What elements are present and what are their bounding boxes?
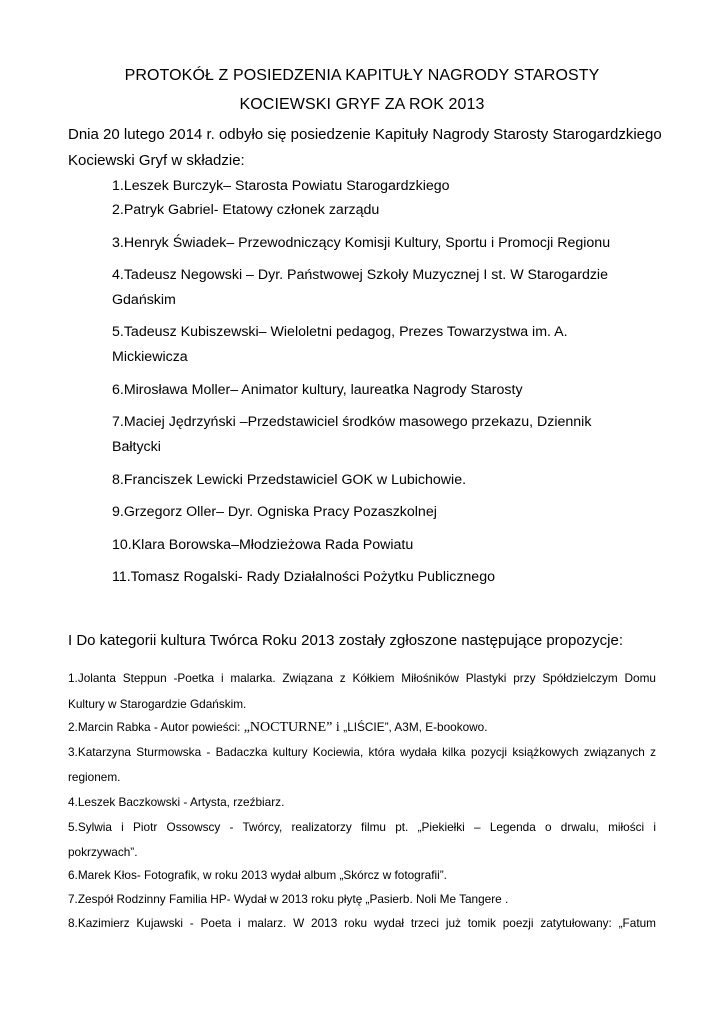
- committee-member-continued: Bałtycki: [112, 439, 161, 455]
- proposal-item: 6.Marek Kłos- Fotografik, w roku 2013 wydał album „Skórcz w fotografii”.: [68, 868, 447, 882]
- committee-member: 3.Henryk Świadek– Przewodniczący Komisji Kultury, Sportu i Promocji Regionu: [112, 235, 611, 251]
- document-title-line-1: PROTOKÓŁ Z POSIEDZENIA KAPITUŁY NAGRODY STAROSTY: [124, 67, 600, 84]
- committee-member: 5.Tadeusz Kubiszewski– Wieloletni pedagog, Prezes Towarzystwa im. A.: [112, 324, 568, 340]
- proposal-item: 7.Zespół Rodzinny Familia HP- Wydał w 2013 roku płytę „Pasierb. Noli Me Tangere .: [68, 892, 509, 906]
- committee-member: 7.Maciej Jędrzyński –Przedstawiciel środków masowego przekazu, Dziennik: [112, 414, 592, 430]
- committee-member: 2.Patryk Gabriel- Etatowy członek zarządu: [112, 202, 380, 218]
- proposal-item-continued: regionem.: [68, 770, 121, 784]
- proposal-item: 1.Jolanta Steppun -Poetka i malarka. Związana z Kółkiem Miłośników Plastyki przy Spółdzielczym Domu: [68, 671, 656, 685]
- committee-member-continued: Gdańskim: [112, 292, 176, 308]
- proposal-item: 3.Katarzyna Sturmowska - Badaczka kultury Kociewia, która wydała kilka pozycji książkowych związanych z: [68, 745, 656, 759]
- document-title-line-2: KOCIEWSKI GRYF ZA ROK 2013: [239, 96, 485, 113]
- proposal-text: 2.Marcin Rabka - Autor powieści:: [68, 720, 244, 734]
- proposal-text: „LIŚCIE”, A3M, E-bookowo.: [343, 720, 488, 734]
- committee-member: 8.Franciszek Lewicki Przedstawiciel GOK w Lubichowie.: [112, 472, 467, 488]
- section-heading: I Do kategorii kultura Twórca Roku 2013 zostały zgłoszone następujące propozycje:: [68, 632, 624, 649]
- intro-line-1: Dnia 20 lutego 2014 r. odbyło się posiedzenie Kapituły Nagrody Starosty Starogardzkiego: [68, 126, 662, 143]
- committee-member: 4.Tadeusz Negowski – Dyr. Państwowej Szkoły Muzycznej I st. W Starogardzie: [112, 267, 608, 283]
- proposal-book-title: „NOCTURNE” i: [243, 720, 344, 735]
- committee-member: 6.Mirosława Moller– Animator kultury, laureatka Nagrody Starosty: [112, 382, 523, 398]
- committee-member: 11.Tomasz Rogalski- Rady Działalności Pożytku Publicznego: [112, 569, 495, 585]
- committee-member: 9.Grzegorz Oller– Dyr. Ogniska Pracy Pozaszkolnej: [112, 504, 437, 520]
- committee-member: 10.Klara Borowska–Młodzieżowa Rada Powiatu: [112, 537, 414, 553]
- proposal-item: 5.Sylwia i Piotr Ossowscy - Twórcy, realizatorzy filmu pt. „Piekiełki – Legenda o drwalu, miłości i: [68, 820, 656, 834]
- proposal-item-continued: pokrzywach”.: [68, 845, 138, 859]
- proposal-item-continued: Kultury w Starogardzie Gdańskim.: [68, 697, 247, 711]
- committee-member-continued: Mickiewicza: [112, 349, 188, 365]
- proposal-item: [68, 714, 656, 741]
- proposal-item: 8.Kazimierz Kujawski - Poeta i malarz. W 2013 roku wydał trzeci już tomik poezji zatytułowany: „Fatum: [68, 916, 656, 930]
- proposal-item: 4.Leszek Baczkowski - Artysta, rzeźbiarz.: [68, 795, 285, 809]
- intro-line-2: Kociewski Gryf w składzie:: [68, 152, 245, 169]
- committee-member: 1.Leszek Burczyk– Starosta Powiatu Starogardzkiego: [112, 178, 450, 194]
